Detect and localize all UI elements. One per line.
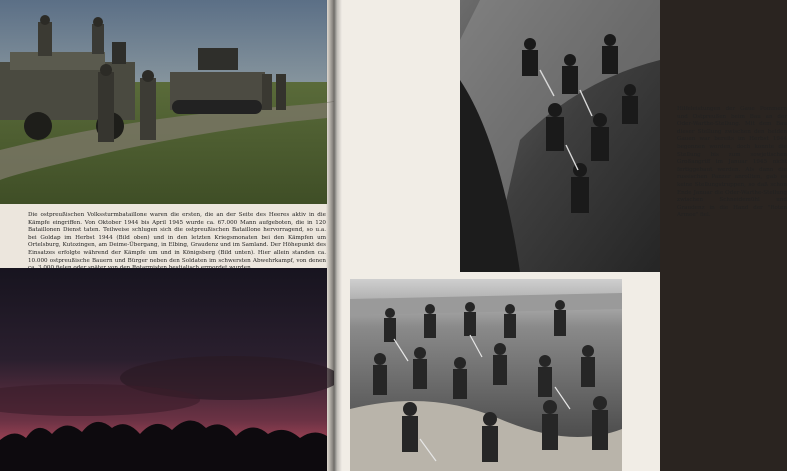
photo-trench-digging-bottom bbox=[350, 279, 622, 471]
photo-trench-digging-top bbox=[460, 0, 660, 272]
caption-right: Hilfeleistungen der Gaue Pommern und Ostpreußen beim Bau an der Oder-Warthe-Stellung. Mit dem Bau dieser Stellung zwischen den beiden Gauen war bereits im Herbst 1944 begonnen worden, doch konnte die Stellung bis zum sowjetischen Großangriff im Januar 1945 nicht fertiggebaut werden. Als dann die russischen Panzer anrollten, gab es keine Stellungstruppen, so daß schon Ende Januar die Oder-Warthe-Stellung zwischen Schneidemühl und Graudenz in die Hand der "Roten Armee" fiel. bbox=[677, 106, 787, 219]
photo-koenigsberg-sky bbox=[0, 268, 327, 471]
photo-volkssturm-trucks bbox=[0, 0, 327, 204]
right-page bbox=[334, 0, 787, 471]
left-page bbox=[0, 0, 334, 471]
book-gutter bbox=[326, 0, 342, 471]
caption-left: Die ostpreußischen Volkssturmbataillone waren die ersten, die an der Seite des Heeres aktiv in die Kämpfe eingriffen. Von Oktober 1944 bis April 1945 wurde ca. 67.000 Mann aufgeboten, die in 120 Bataillonen Dienst taten. Teilweise schlugen sich die ostpreußischen Bataillone hervorragend, so u.a. bei Goldap im Herbst 1944 (Bild oben) und in den letzten Kriegsmonaten bei den Kämpfen um Ortelsburg, Kutozingen, am Deime-Übergang, in Elbing, Graudenz und im Samland. Der Höhepunkt des Einsatzes erfolgte während der Kämpfe um und in Königsberg (Bild unten). Hier allein standen ca. 10.000 ostpreußische Bauern und Bürger neben den Soldaten im schwersten Abwehrkampf, von denen bbox=[28, 212, 326, 264]
